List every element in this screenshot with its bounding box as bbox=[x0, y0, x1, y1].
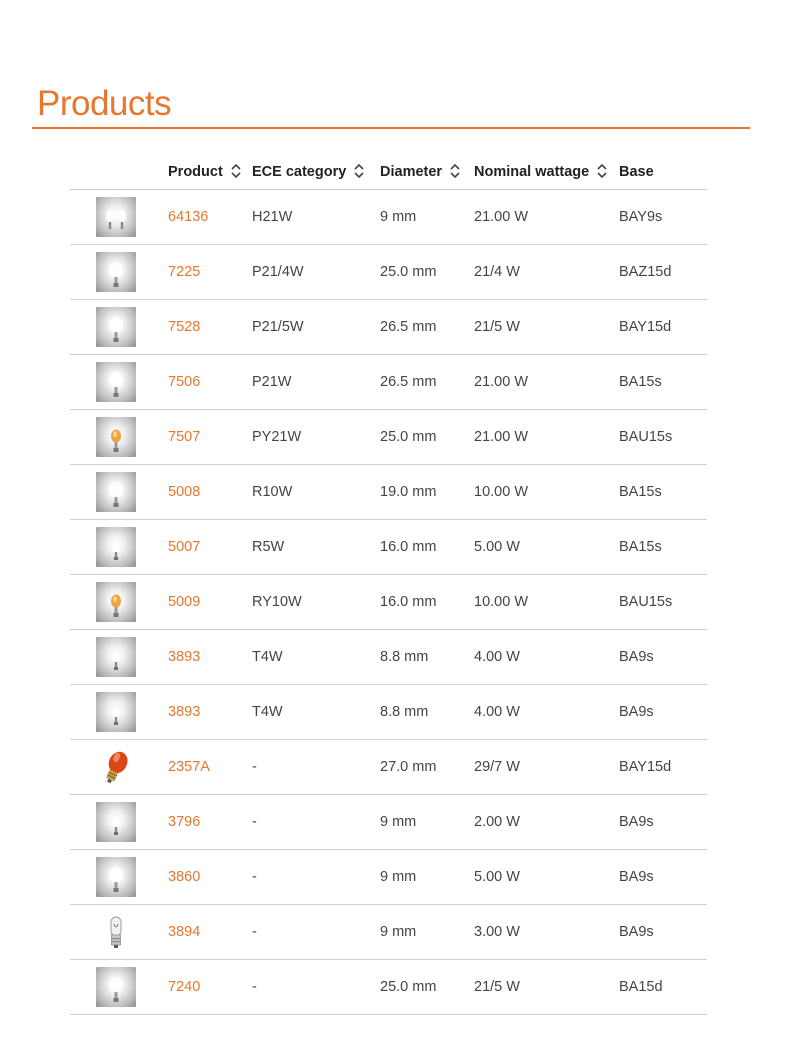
product-image-cell bbox=[70, 355, 168, 410]
base-cell: BAU15s bbox=[619, 575, 707, 630]
product-number-link[interactable]: 3860 bbox=[168, 850, 252, 905]
wattage-cell: 10.00 W bbox=[474, 465, 619, 520]
diameter-cell: 19.0 mm bbox=[380, 465, 474, 520]
wattage-cell: 21.00 W bbox=[474, 355, 619, 410]
clear-bulb-icon bbox=[96, 252, 136, 292]
base-cell: BAY15d bbox=[619, 300, 707, 355]
table-row bbox=[70, 520, 707, 575]
base-cell: BA9s bbox=[619, 850, 707, 905]
table-row bbox=[70, 850, 707, 905]
table-row bbox=[70, 795, 707, 850]
column-header-base[interactable] bbox=[619, 154, 707, 190]
product-number-link[interactable]: 7240 bbox=[168, 960, 252, 1015]
table-row bbox=[70, 410, 707, 465]
base-cell: BA15s bbox=[619, 465, 707, 520]
clear-bulb-icon bbox=[96, 967, 136, 1007]
diameter-cell: 8.8 mm bbox=[380, 685, 474, 740]
column-header-label: Diameter bbox=[380, 164, 443, 180]
ece-category-cell: - bbox=[252, 795, 380, 850]
product-number-link[interactable]: 7225 bbox=[168, 245, 252, 300]
wattage-cell: 5.00 W bbox=[474, 520, 619, 575]
wattage-cell: 10.00 W bbox=[474, 575, 619, 630]
wattage-cell: 3.00 W bbox=[474, 905, 619, 960]
product-number-link[interactable]: 5007 bbox=[168, 520, 252, 575]
ece-category-cell: - bbox=[252, 740, 380, 795]
ece-category-cell: H21W bbox=[252, 190, 380, 245]
column-header-ece[interactable] bbox=[252, 154, 380, 190]
product-image-cell bbox=[70, 575, 168, 630]
table-row bbox=[70, 960, 707, 1015]
small-bulb-icon bbox=[96, 527, 136, 567]
ece-category-cell: - bbox=[252, 850, 380, 905]
product-image-cell bbox=[70, 850, 168, 905]
wattage-cell: 21/5 W bbox=[474, 960, 619, 1015]
diameter-cell: 9 mm bbox=[380, 190, 474, 245]
product-image-cell bbox=[70, 190, 168, 245]
diameter-cell: 9 mm bbox=[380, 850, 474, 905]
sort-icon[interactable] bbox=[449, 163, 461, 179]
product-number-link[interactable]: 7506 bbox=[168, 355, 252, 410]
small-bulb-icon bbox=[96, 692, 136, 732]
diameter-cell: 25.0 mm bbox=[380, 410, 474, 465]
column-header-label: Base bbox=[619, 163, 654, 180]
diameter-cell: 16.0 mm bbox=[380, 575, 474, 630]
column-header-wattage[interactable] bbox=[474, 154, 619, 190]
wattage-cell: 2.00 W bbox=[474, 795, 619, 850]
base-cell: BA9s bbox=[619, 905, 707, 960]
wattage-cell: 21.00 W bbox=[474, 190, 619, 245]
table-row bbox=[70, 685, 707, 740]
twin-bulb-icon bbox=[96, 197, 136, 237]
column-header-image bbox=[70, 154, 168, 190]
diameter-cell: 9 mm bbox=[380, 905, 474, 960]
wattage-cell: 21/5 W bbox=[474, 300, 619, 355]
ece-category-cell: T4W bbox=[252, 630, 380, 685]
column-header-label: ECE category bbox=[252, 164, 347, 180]
sort-icon[interactable] bbox=[230, 163, 242, 179]
ece-category-cell: RY10W bbox=[252, 575, 380, 630]
diameter-cell: 27.0 mm bbox=[380, 740, 474, 795]
amber-bulb-icon bbox=[96, 417, 136, 457]
product-image-cell bbox=[70, 795, 168, 850]
product-number-link[interactable]: 3893 bbox=[168, 630, 252, 685]
base-cell: BA9s bbox=[619, 685, 707, 740]
table-row bbox=[70, 300, 707, 355]
diameter-cell: 25.0 mm bbox=[380, 960, 474, 1015]
ece-category-cell: - bbox=[252, 960, 380, 1015]
small-bulb-icon bbox=[96, 802, 136, 842]
ece-category-cell: R5W bbox=[252, 520, 380, 575]
base-cell: BAY9s bbox=[619, 190, 707, 245]
sort-icon[interactable] bbox=[353, 163, 365, 179]
sort-icon[interactable] bbox=[596, 163, 608, 179]
clear-bulb-icon bbox=[96, 472, 136, 512]
column-header-label: Product bbox=[168, 164, 223, 180]
ece-category-cell: T4W bbox=[252, 685, 380, 740]
column-header-product[interactable] bbox=[168, 154, 252, 190]
ece-category-cell: - bbox=[252, 905, 380, 960]
product-image-cell bbox=[70, 960, 168, 1015]
diameter-cell: 26.5 mm bbox=[380, 300, 474, 355]
product-number-link[interactable]: 7507 bbox=[168, 410, 252, 465]
diameter-cell: 26.5 mm bbox=[380, 355, 474, 410]
table-row bbox=[70, 465, 707, 520]
product-image-cell bbox=[70, 685, 168, 740]
product-image-cell bbox=[70, 905, 168, 960]
diameter-cell: 9 mm bbox=[380, 795, 474, 850]
clear-bulb-icon bbox=[96, 362, 136, 402]
base-cell: BAY15d bbox=[619, 740, 707, 795]
base-cell: BA9s bbox=[619, 795, 707, 850]
ece-category-cell: R10W bbox=[252, 465, 380, 520]
clear-bulb-icon bbox=[96, 307, 136, 347]
product-image-cell bbox=[70, 740, 168, 795]
table-row bbox=[70, 740, 707, 795]
mini-bulb-icon bbox=[96, 912, 136, 952]
clear-bulb-icon bbox=[96, 857, 136, 897]
product-number-link[interactable]: 3893 bbox=[168, 685, 252, 740]
wattage-cell: 5.00 W bbox=[474, 850, 619, 905]
orange-bulb-icon bbox=[96, 747, 136, 787]
base-cell: BAU15s bbox=[619, 410, 707, 465]
product-image-cell bbox=[70, 630, 168, 685]
base-cell: BA15d bbox=[619, 960, 707, 1015]
ece-category-cell: P21W bbox=[252, 355, 380, 410]
small-bulb-icon bbox=[96, 637, 136, 677]
product-image-cell bbox=[70, 245, 168, 300]
column-header-label: Nominal wattage bbox=[474, 164, 590, 180]
product-number-link[interactable]: 2357A bbox=[168, 740, 252, 795]
base-cell: BAZ15d bbox=[619, 245, 707, 300]
ece-category-cell: PY21W bbox=[252, 410, 380, 465]
table-row bbox=[70, 190, 707, 245]
page-title: Products bbox=[37, 84, 172, 123]
product-image-cell bbox=[70, 300, 168, 355]
table-row bbox=[70, 575, 707, 630]
product-number-link[interactable]: 7528 bbox=[168, 300, 252, 355]
ece-category-cell: P21/4W bbox=[252, 245, 380, 300]
table-row bbox=[70, 355, 707, 410]
base-cell: BA15s bbox=[619, 520, 707, 575]
product-number-link[interactable]: 5008 bbox=[168, 465, 252, 520]
base-cell: BA15s bbox=[619, 355, 707, 410]
diameter-cell: 8.8 mm bbox=[380, 630, 474, 685]
product-number-link[interactable]: 64136 bbox=[168, 190, 252, 245]
table-header-row bbox=[70, 154, 707, 190]
wattage-cell: 21.00 W bbox=[474, 410, 619, 465]
table-row bbox=[70, 905, 707, 960]
base-cell: BA9s bbox=[619, 630, 707, 685]
products-table bbox=[70, 154, 707, 1015]
wattage-cell: 4.00 W bbox=[474, 630, 619, 685]
ece-category-cell: P21/5W bbox=[252, 300, 380, 355]
wattage-cell: 29/7 W bbox=[474, 740, 619, 795]
diameter-cell: 16.0 mm bbox=[380, 520, 474, 575]
title-divider bbox=[32, 127, 750, 129]
column-header-diameter[interactable] bbox=[380, 154, 474, 190]
diameter-cell: 25.0 mm bbox=[380, 245, 474, 300]
amber-bulb-icon bbox=[96, 582, 136, 622]
product-number-link[interactable]: 3894 bbox=[168, 905, 252, 960]
product-image-cell bbox=[70, 410, 168, 465]
product-image-cell bbox=[70, 520, 168, 575]
table-row bbox=[70, 630, 707, 685]
wattage-cell: 4.00 W bbox=[474, 685, 619, 740]
table-row bbox=[70, 245, 707, 300]
product-number-link[interactable]: 5009 bbox=[168, 575, 252, 630]
product-number-link[interactable]: 3796 bbox=[168, 795, 252, 850]
wattage-cell: 21/4 W bbox=[474, 245, 619, 300]
product-image-cell bbox=[70, 465, 168, 520]
